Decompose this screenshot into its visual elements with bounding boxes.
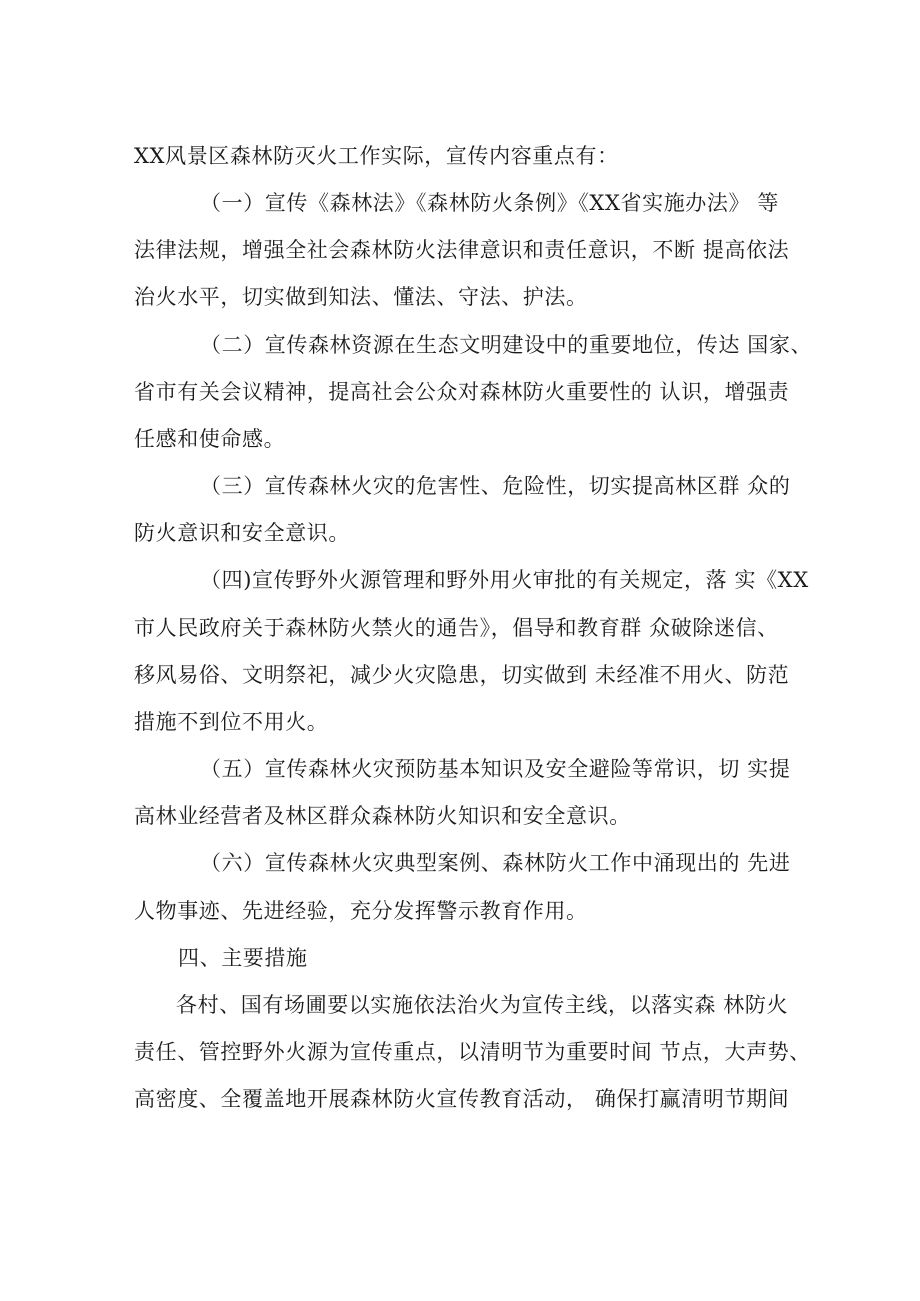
text-line: （五）宣传森林火灾预防基本知识及安全避险等常识，切 实提 xyxy=(200,757,791,781)
text-line: 高密度、全覆盖地开展森林防火宣传教育活动， 确保打赢清明节期间 xyxy=(134,1087,790,1111)
text-line: 市人民政府关于森林防火禁火的通告》，倡导和教育群 众破除迷信、 xyxy=(134,616,779,640)
text-line: 移风易俗、文明祭祀，减少火灾隐患，切实做到 未经准不用火、防范 xyxy=(134,663,790,687)
text-line: （四)宣传野外火源管理和野外用火审批的有关规定，落 实《XX xyxy=(200,568,809,592)
text-line: （二）宣传森林资源在生态文明建设中的重要地位，传达 国家、 xyxy=(200,333,813,357)
text-line: 高林业经营者及林区群众森林防火知识和安全意识。 xyxy=(134,804,631,828)
text-line: 人物事迹、先进经验，充分发挥警示教育作用。 xyxy=(134,899,588,923)
text-line: 法律法规，增强全社会森林防火法律意识和责任意识，不断 提高依法 xyxy=(134,238,790,262)
section-heading: 四、主要措施 xyxy=(178,946,308,970)
text-line: 责任、管控野外火源为宣传重点，以清明节为重要时间 节点，大声势、 xyxy=(134,1040,811,1064)
text-line: 任感和使命感。 xyxy=(134,427,286,451)
text-line: （三）宣传森林火灾的危害性、危险性，切实提高林区群 众的 xyxy=(200,474,791,498)
text-line: （一）宣传《森林法》《森林防火条例》《XX省实施办法》 等 xyxy=(200,191,779,215)
text-line: 治火水平，切实做到知法、懂法、守法、护法。 xyxy=(134,285,588,309)
text-line: 措施不到位不用火。 xyxy=(134,710,329,734)
text-line: XX风景区森林防灭火工作实际，宣传内容重点有： xyxy=(134,144,619,168)
text-line: 各村、国有场圃要以实施依法治火为宣传主线，以落实森 林防火 xyxy=(176,993,789,1017)
text-line: 防火意识和安全意识。 xyxy=(134,521,350,545)
text-line: （六）宣传森林火灾典型案例、森林防火工作中涌现出的 先进 xyxy=(200,851,791,875)
text-line: 省市有关会议精神，提高社会公众对森林防火重要性的 认识，增强责 xyxy=(134,380,790,404)
